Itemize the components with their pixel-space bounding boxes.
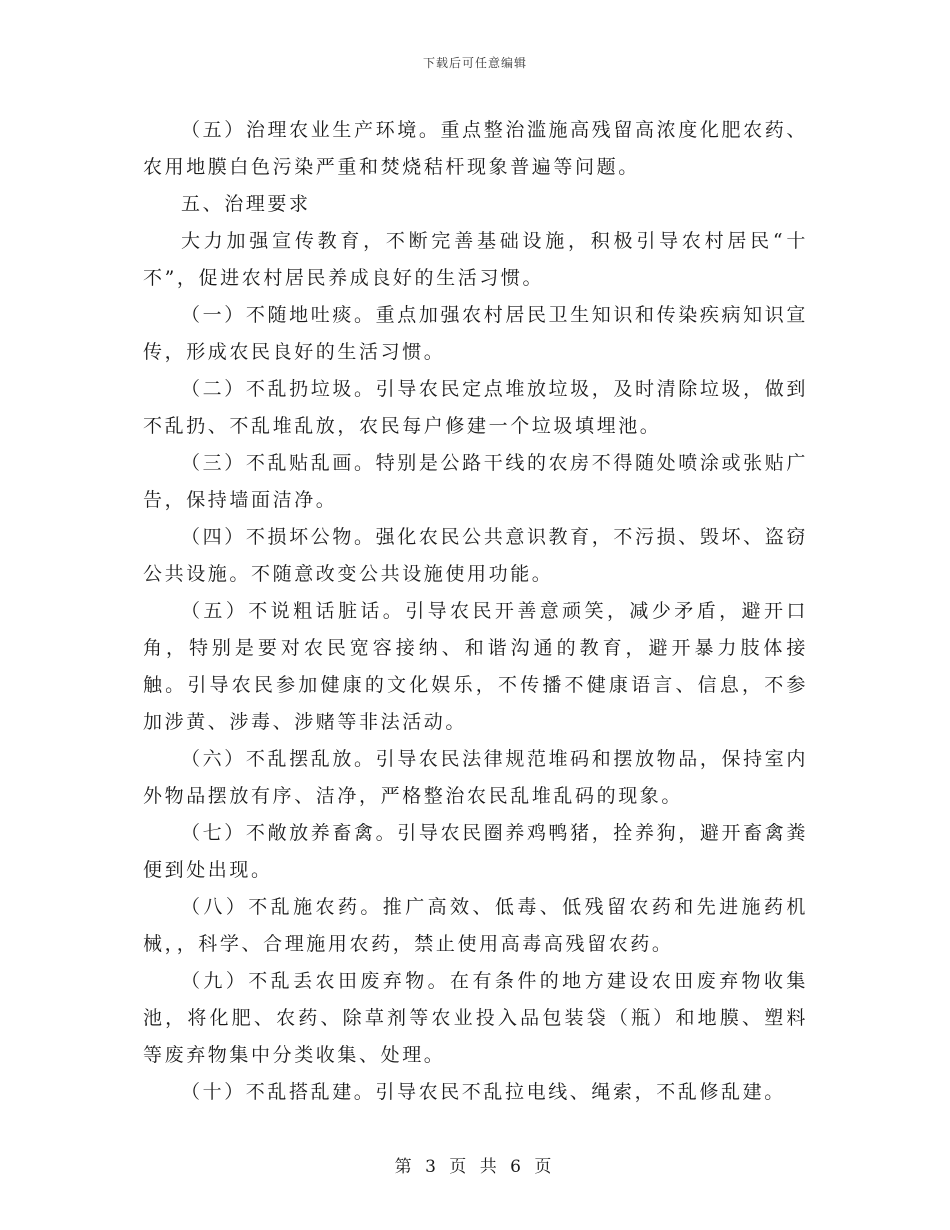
paragraph: （九）不乱丢农田废弃物。在有条件的地方建设农田废弃物收集池，将化肥、农药、除草剂等农业投入品包装袋（瓶）和地膜、塑料等废弃物集中分类收集、处理。 [143,970,808,1066]
section-heading: 五、治理要求 [181,193,311,215]
paragraph: （十）不乱搭乱建。引导农民不乱拉电线、绳索，不乱修乱建。 [181,1081,786,1103]
paragraph: （六）不乱摆乱放。引导农民法律规范堆码和摆放物品，保持室内外物品摆放有序、洁净，严格整治农民乱堆乱码的现象。 [143,748,808,807]
paragraph: （一）不随地吐痰。重点加强农村居民卫生知识和传染疾病知识宣传，形成农民良好的生活习惯。 [143,304,808,363]
page-header: 下载后可任意编辑 [422,56,527,70]
paragraph: （五）治理农业生产环境。重点整治滥施高残留高浓度化肥农药、农用地膜白色污染严重和焚烧秸杆现象普遍等问题。 [143,119,808,178]
paragraph: （五）不说粗话脏话。引导农民开善意顽笑，减少矛盾，避开口角，特别是要对农民宽容接纳、和谐沟通的教育，避开暴力肢体接触。引导农民参加健康的文化娱乐，不传播不健康语言、信息，不参加涉黄、涉毒、涉赌等非法活动。 [143,600,808,733]
paragraph: 大力加强宣传教育，不断完善基础设施，积极引导农村居民“十不”，促进农村居民养成良好的生活习惯。 [143,230,808,289]
paragraph: （八）不乱施农药。推广高效、低毒、低残留农药和先进施药机械，，科学、合理施用农药，禁止使用高毒高残留农药。 [143,896,808,955]
document-body [143,112,808,1111]
paragraph: （二）不乱扔垃圾。引导农民定点堆放垃圾，及时清除垃圾，做到不乱扔、不乱堆乱放，农民每户修建一个垃圾填埋池。 [143,378,808,437]
paragraph: （四）不损坏公物。强化农民公共意识教育，不污损、毁坏、盗窃公共设施。不随意改变公共设施使用功能。 [143,526,808,585]
paragraph: （七）不敞放养畜禽。引导农民圈养鸡鸭猪，拴养狗，避开畜禽粪便到处出现。 [143,822,808,881]
page-number: 第 3 页 共 6 页 [394,1157,556,1177]
paragraph: （三）不乱贴乱画。特别是公路干线的农房不得随处喷涂或张贴广告，保持墙面洁净。 [143,452,808,511]
